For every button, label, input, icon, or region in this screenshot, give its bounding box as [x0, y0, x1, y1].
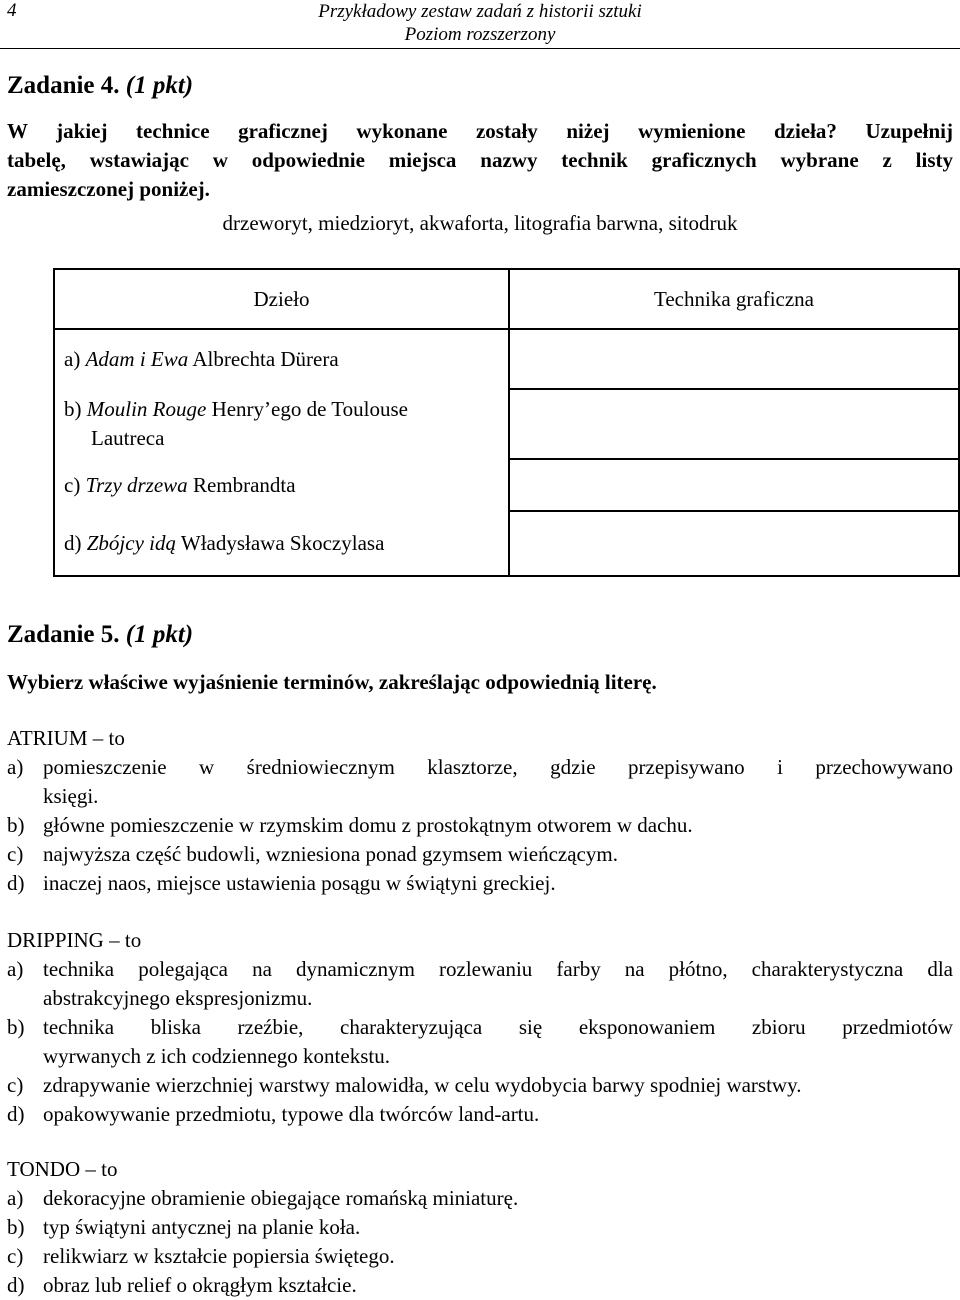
artwork-author: Albrechta Dürera: [192, 347, 339, 371]
question-term: [7, 926, 953, 955]
task4-instruction-line-1: W jakiej technice graficznej wykonane zostały niżej wymienione dzieła? Uzupełnij: [7, 119, 953, 143]
option-text: księgi.: [43, 784, 99, 808]
artwork-title: Trzy drzewa: [85, 472, 188, 497]
term-suffix: – to: [109, 928, 142, 952]
option-text: wyrwanych z ich codziennego kontekstu.: [43, 1044, 390, 1068]
task4-instruction: [7, 117, 953, 204]
artwork-author: Henry’ego de Toulouse: [211, 397, 408, 421]
artwork-author-continuation: Lautreca: [91, 426, 165, 450]
artwork-title: Moulin Rouge: [86, 397, 207, 421]
option-text: relikwiarz w kształcie popiersia świętego.: [43, 1244, 395, 1268]
option-label[interactable]: a): [7, 755, 24, 779]
row-label: a): [64, 347, 81, 371]
option-b[interactable]: [7, 811, 953, 840]
option-d[interactable]: [7, 1271, 953, 1300]
option-b[interactable]: [7, 1013, 953, 1071]
page-header: [300, 0, 660, 46]
row-label: d): [64, 530, 82, 555]
task4-instruction-line-2: tabelę, wstawiając w odpowiednie miejsca nazwy technik graficznych wybrane z listy: [7, 148, 953, 172]
option-label[interactable]: c): [7, 1244, 24, 1268]
option-a[interactable]: [7, 1184, 953, 1213]
table-header-artwork: Dzieło: [54, 269, 509, 329]
option-b[interactable]: [7, 1213, 953, 1242]
question-atrium: [7, 724, 953, 898]
option-c[interactable]: [7, 840, 953, 869]
answer-cell-b[interactable]: [509, 389, 959, 459]
option-label[interactable]: a): [7, 957, 24, 981]
term-name: DRIPPING: [7, 928, 104, 952]
question-term: [7, 1155, 953, 1184]
task4-title: [7, 72, 193, 100]
table-row-a: [54, 329, 509, 389]
option-text: obraz lub relief o okrągłym kształcie.: [43, 1273, 357, 1297]
task5-points: (1 pkt): [125, 621, 194, 648]
option-label[interactable]: d): [7, 1273, 25, 1297]
header-divider: [0, 48, 960, 49]
artwork-title: Zbójcy idą: [86, 530, 176, 555]
option-text: najwyższa część budowli, wzniesiona ponad gzymsem wieńczącym.: [43, 842, 618, 866]
option-c[interactable]: [7, 1242, 953, 1271]
option-text: technika polegająca na dynamicznym rozlewaniu farby na płótno, charakterystyczna dla: [43, 957, 953, 981]
option-label[interactable]: b): [7, 813, 25, 837]
term-suffix: – to: [92, 726, 125, 750]
option-text: dekoracyjne obramienie obiegające romańską miniaturę.: [43, 1186, 519, 1210]
question-dripping: [7, 926, 953, 1129]
option-label[interactable]: a): [7, 1186, 24, 1210]
option-text: pomieszczenie w średniowiecznym klasztorze, gdzie przepisywano i przechowywano: [43, 755, 953, 779]
artwork-author: Władysława Skoczylasa: [180, 530, 385, 555]
option-a[interactable]: [7, 955, 953, 1013]
option-label[interactable]: d): [7, 1102, 25, 1126]
artwork-title: Adam i Ewa: [85, 347, 189, 371]
task4-points: (1 pkt): [125, 72, 194, 99]
task5-number: Zadanie 5.: [7, 621, 120, 648]
task5-title: [7, 621, 193, 649]
option-text: abstrakcyjnego ekspresjonizmu.: [43, 986, 313, 1010]
option-label[interactable]: d): [7, 871, 25, 895]
option-d[interactable]: [7, 869, 953, 898]
option-label[interactable]: c): [7, 1073, 24, 1097]
table-row-c: [54, 459, 509, 511]
header-line-2: Poziom rozszerzony: [404, 24, 556, 45]
term-name: TONDO: [7, 1157, 81, 1181]
option-c[interactable]: [7, 1071, 953, 1100]
option-text: opakowywanie przedmiotu, typowe dla twórców land-artu.: [43, 1102, 540, 1126]
row-label: b): [64, 397, 82, 421]
option-a[interactable]: [7, 753, 953, 811]
techniques-table: [53, 268, 960, 577]
table-row-d: [54, 511, 509, 576]
row-label: c): [64, 472, 81, 497]
option-label[interactable]: b): [7, 1215, 25, 1239]
option-text: główne pomieszczenie w rzymskim domu z prostokątnym otworem w dachu.: [43, 813, 693, 837]
option-text: typ świątyni antycznej na planie koła.: [43, 1215, 361, 1239]
term-suffix: – to: [85, 1157, 118, 1181]
task5-instruction: Wybierz właściwe wyjaśnienie terminów, zakreślając odpowiednią literę.: [7, 670, 657, 694]
artwork-author: Rembrandta: [192, 472, 296, 497]
page-number: 4: [7, 0, 17, 21]
option-text: inaczej naos, miejsce ustawienia posągu w świątyni greckiej.: [43, 871, 556, 895]
option-d[interactable]: [7, 1100, 953, 1129]
task4-instruction-line-3: zamieszczonej poniżej.: [7, 177, 210, 201]
option-label[interactable]: b): [7, 1015, 25, 1039]
technique-word-list: drzeworyt, miedzioryt, akwaforta, litografia barwna, sitodruk: [222, 211, 738, 235]
answer-cell-c[interactable]: [509, 459, 959, 511]
answer-cell-a[interactable]: [509, 329, 959, 389]
question-tondo: [7, 1155, 953, 1300]
table-row-b: [54, 389, 509, 459]
option-text: zdrapywanie wierzchniej warstwy malowidła, w celu wydobycia barwy spodniej warstwy.: [43, 1073, 802, 1097]
option-label[interactable]: c): [7, 842, 24, 866]
option-text: technika bliska rzeźbie, charakteryzująca się eksponowaniem zbioru przedmiotów: [43, 1015, 953, 1039]
header-line-1: Przykładowy zestaw zadań z historii sztuki: [318, 1, 642, 22]
term-name: ATRIUM: [7, 726, 88, 750]
table-header-technique: Technika graficzna: [509, 269, 959, 329]
task4-number: Zadanie 4.: [7, 72, 120, 99]
question-term: [7, 724, 953, 753]
answer-cell-d[interactable]: [509, 511, 959, 576]
